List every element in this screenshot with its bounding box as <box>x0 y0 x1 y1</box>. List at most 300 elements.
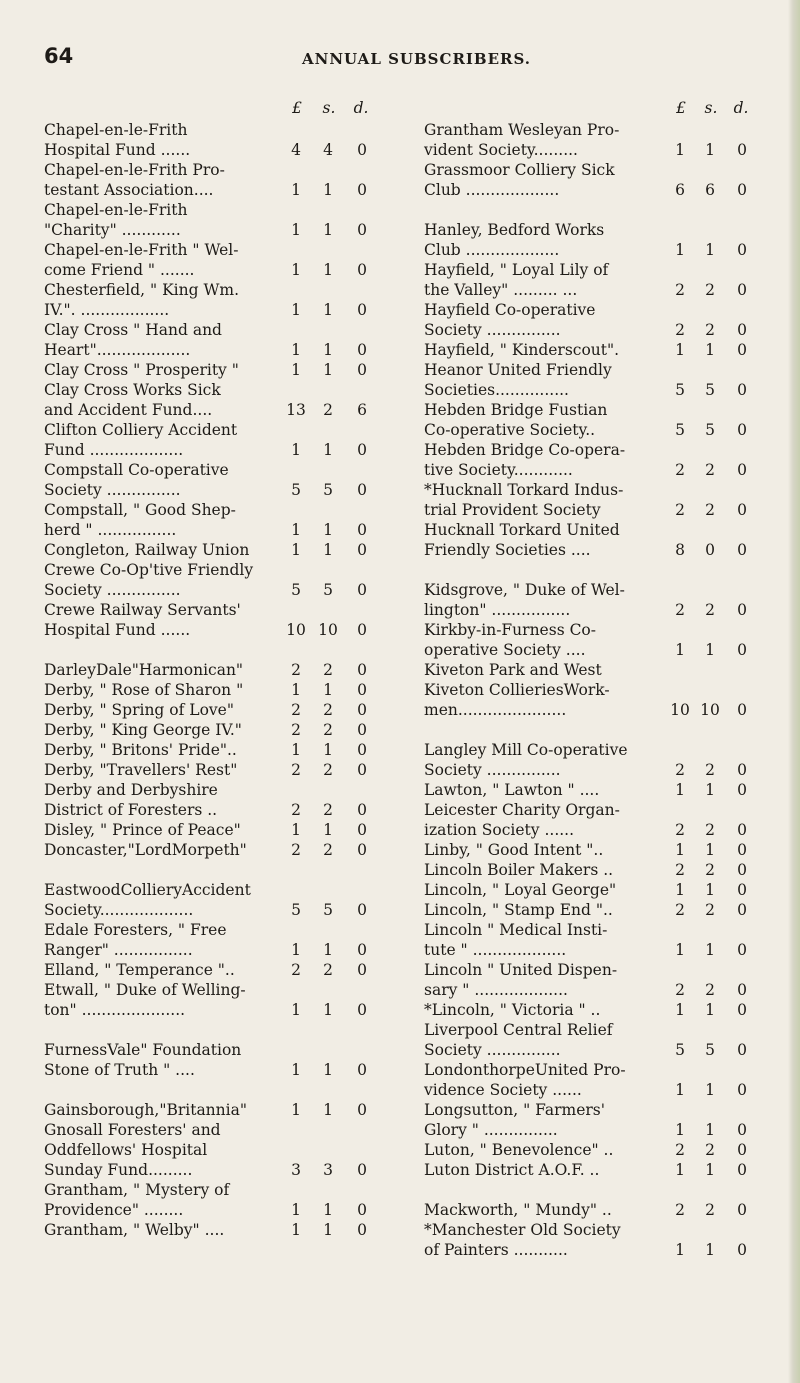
subscriber-name-line: Chesterfield, " King Wm. <box>44 281 240 299</box>
page-edge <box>788 0 800 1383</box>
shillings-amount: 2 <box>323 661 333 679</box>
pounds-amount: 2 <box>675 601 685 619</box>
subscriber-entry <box>44 840 394 860</box>
subscriber-name-line: Leicester Charity Organ- <box>424 801 620 819</box>
pence-amount: 0 <box>737 941 747 959</box>
subscriber-entry <box>424 520 774 560</box>
subscriber-entry <box>424 260 774 300</box>
shillings-amount: 2 <box>705 601 715 619</box>
shillings-amount: 1 <box>323 341 333 359</box>
pounds-amount: 1 <box>291 1201 301 1219</box>
pence-amount: 0 <box>357 1061 367 1079</box>
pounds-amount: 6 <box>675 181 685 199</box>
subscriber-name-line: IV.". .................. <box>44 301 170 319</box>
shillings-amount: 1 <box>705 141 715 159</box>
subscriber-name-line: the Valley" ......... ... <box>424 281 578 299</box>
pence-amount: 0 <box>357 801 367 819</box>
subscriber-name-line: Hayfield, " Kinderscout". <box>424 341 620 359</box>
pence-amount: 0 <box>357 701 367 719</box>
subscriber-name-line: tive Society............ <box>424 461 573 479</box>
pence-amount: 0 <box>357 541 367 559</box>
pence-amount: 0 <box>357 141 367 159</box>
pounds-amount: 2 <box>675 901 685 919</box>
pounds-amount: 1 <box>291 221 301 239</box>
subscriber-entry <box>424 120 774 160</box>
subscriber-name-line: FurnessVale" Foundation <box>44 1041 242 1059</box>
pounds-amount: 1 <box>675 141 685 159</box>
subscriber-entry <box>44 240 394 280</box>
subscriber-name-line: Hayfield Co-operative <box>424 301 596 319</box>
subscriber-entry <box>44 920 394 960</box>
pounds-amount: 5 <box>291 581 301 599</box>
pounds-amount: 1 <box>675 1121 685 1139</box>
pence-amount: 0 <box>357 521 367 539</box>
pounds-amount: 1 <box>675 1241 685 1259</box>
pounds-amount: 2 <box>291 701 301 719</box>
subscriber-name-line: Chapel-en-le-Frith " Wel- <box>44 241 239 259</box>
subscriber-entry <box>44 360 394 380</box>
subscriber-entry <box>44 1180 394 1220</box>
pounds-amount: 2 <box>675 981 685 999</box>
subscriber-entry <box>44 780 394 820</box>
pounds-amount: 5 <box>675 421 685 439</box>
pounds-amount: 13 <box>286 401 306 419</box>
subscriber-entry <box>424 960 774 1000</box>
shillings-amount: 1 <box>705 881 715 899</box>
subscriber-entry <box>424 920 774 960</box>
subscriber-entry <box>44 540 394 560</box>
subscriber-name-line: Co-operative Society.. <box>424 421 596 439</box>
pounds-amount: 2 <box>675 861 685 879</box>
pence-amount: 0 <box>357 661 367 679</box>
subscriber-name-line: DarleyDale"Harmonican" <box>44 661 244 679</box>
shillings-amount: 1 <box>323 1221 333 1239</box>
shillings-amount: 1 <box>323 741 333 759</box>
pence-amount: 0 <box>357 1221 367 1239</box>
pence-amount: 0 <box>357 761 367 779</box>
pounds-amount: 1 <box>291 361 301 379</box>
section-gap <box>424 560 774 580</box>
pounds-amount: 2 <box>291 661 301 679</box>
subscriber-entry <box>424 1020 774 1060</box>
subscriber-name-line: Derby, " King George IV." <box>44 721 242 739</box>
pounds-amount: 2 <box>675 461 685 479</box>
subscriber-name-line: Lincoln " Medical Insti- <box>424 921 608 939</box>
subscriber-name-line: *Hucknall Torkard Indus- <box>424 481 624 499</box>
pounds-amount: 1 <box>675 941 685 959</box>
subscriber-entry <box>424 1220 774 1260</box>
subscriber-name-line: Kiveton Park and West <box>424 661 602 679</box>
subscriber-name-line: Society................... <box>44 901 194 919</box>
pounds-header: £ <box>292 99 302 117</box>
subscriber-name-line: *Lincoln, " Victoria " .. <box>424 1001 601 1019</box>
shillings-amount: 2 <box>705 281 715 299</box>
subscriber-name-line: Society ............... <box>424 761 561 779</box>
pence-amount: 0 <box>357 1001 367 1019</box>
pence-amount: 0 <box>357 441 367 459</box>
section-gap <box>44 640 394 660</box>
subscriber-name-line: Providence" ........ <box>44 1201 184 1219</box>
pounds-amount: 2 <box>675 1201 685 1219</box>
shillings-amount: 1 <box>705 941 715 959</box>
pence-amount: 0 <box>737 701 747 719</box>
subscriber-entry <box>44 880 394 920</box>
subscriber-entry <box>44 160 394 200</box>
shillings-amount: 1 <box>323 441 333 459</box>
currency-header <box>424 98 774 120</box>
pounds-amount: 1 <box>291 741 301 759</box>
subscriber-entry <box>424 1100 774 1140</box>
subscriber-name-line: Society ............... <box>424 1041 561 1059</box>
shillings-amount: 3 <box>323 1161 333 1179</box>
pence-amount: 0 <box>357 941 367 959</box>
subscriber-name-line: Derby, " Britons' Pride".. <box>44 741 237 759</box>
pounds-amount: 2 <box>675 281 685 299</box>
pence-amount: 0 <box>357 581 367 599</box>
pence-amount: 0 <box>737 881 747 899</box>
pounds-amount: 5 <box>675 381 685 399</box>
running-head: ANNUAL SUBSCRIBERS. <box>302 50 532 68</box>
pounds-amount: 1 <box>675 1081 685 1099</box>
shillings-amount: 2 <box>705 501 715 519</box>
pence-amount: 0 <box>737 501 747 519</box>
subscriber-entry <box>424 1200 774 1220</box>
pounds-amount: 1 <box>291 521 301 539</box>
subscriber-name-line: Club ................... <box>424 241 560 259</box>
subscriber-entry <box>44 560 394 600</box>
subscriber-name-line: Lincoln, " Loyal George" <box>424 881 617 899</box>
subscriber-name-line: Hospital Fund ...... <box>44 621 191 639</box>
section-gap <box>424 200 774 220</box>
pence-amount: 0 <box>737 1161 747 1179</box>
shillings-amount: 1 <box>323 221 333 239</box>
pounds-amount: 2 <box>291 841 301 859</box>
shillings-amount: 1 <box>323 1201 333 1219</box>
pounds-amount: 2 <box>675 821 685 839</box>
subscriber-name-line: Longsutton, " Farmers' <box>424 1101 605 1119</box>
subscriber-name-line: Friendly Societies .... <box>424 541 591 559</box>
pence-amount: 0 <box>357 261 367 279</box>
subscriber-name-line: Gnosall Foresters' and <box>44 1121 221 1139</box>
subscriber-name-line: Crewe Co-Op'tive Friendly <box>44 561 254 579</box>
subscriber-name-line: Disley, " Prince of Peace" <box>44 821 241 839</box>
shillings-amount: 2 <box>323 841 333 859</box>
subscriber-entry <box>44 120 394 160</box>
pence-amount: 0 <box>737 821 747 839</box>
shillings-amount: 1 <box>323 821 333 839</box>
subscriber-name-line: herd " ................ <box>44 521 177 539</box>
shillings-amount: 1 <box>705 1121 715 1139</box>
subscriber-name-line: Hebden Bridge Fustian <box>424 401 608 419</box>
subscriber-name-line: Luton, " Benevolence" .. <box>424 1141 614 1159</box>
subscriber-name-line: Lawton, " Lawton " .... <box>424 781 600 799</box>
subscriber-name-line: Grassmoor Colliery Sick <box>424 161 615 179</box>
pence-amount: 0 <box>357 841 367 859</box>
pence-amount: 0 <box>737 381 747 399</box>
subscriber-entry <box>424 900 774 920</box>
subscriber-name-line: Ranger" ................ <box>44 941 193 959</box>
subscriber-name-line: Elland, " Temperance ".. <box>44 961 235 979</box>
shillings-amount: 5 <box>705 421 715 439</box>
pounds-amount: 2 <box>675 321 685 339</box>
pounds-amount: 1 <box>291 681 301 699</box>
subscriber-name-line: Derby, "Travellers' Rest" <box>44 761 238 779</box>
subscriber-name-line: Linby, " Good Intent ".. <box>424 841 604 859</box>
subscriber-entry <box>44 680 394 700</box>
pounds-amount: 1 <box>675 881 685 899</box>
pounds-amount: 2 <box>291 721 301 739</box>
pence-amount: 0 <box>357 721 367 739</box>
subscriber-name-line: Chapel-en-le-Frith <box>44 201 188 219</box>
pence-amount: 0 <box>357 821 367 839</box>
pounds-amount: 5 <box>675 1041 685 1059</box>
pence-header: d. <box>353 99 369 117</box>
pounds-amount: 1 <box>291 301 301 319</box>
pounds-amount: 2 <box>675 1141 685 1159</box>
subscriber-name-line: Gainsborough,"Britannia" <box>44 1101 247 1119</box>
subscriber-name-line: Grantham Wesleyan Pro- <box>424 121 620 139</box>
subscriber-name-line: Kirkby-in-Furness Co- <box>424 621 596 639</box>
pence-amount: 0 <box>357 361 367 379</box>
pence-amount: 0 <box>357 181 367 199</box>
subscriber-entry <box>44 1040 394 1080</box>
pence-amount: 0 <box>737 641 747 659</box>
pounds-amount: 1 <box>675 781 685 799</box>
shillings-amount: 2 <box>705 861 715 879</box>
subscriber-name-line: Langley Mill Co-operative <box>424 741 628 759</box>
pence-amount: 0 <box>737 541 747 559</box>
subscriber-name-line: men...................... <box>424 701 567 719</box>
subscriber-entry <box>44 820 394 840</box>
pence-amount: 0 <box>357 341 367 359</box>
pounds-amount: 3 <box>291 1161 301 1179</box>
pence-amount: 0 <box>737 341 747 359</box>
subscriber-entry <box>424 860 774 880</box>
shillings-amount: 1 <box>323 541 333 559</box>
shillings-amount: 2 <box>323 721 333 739</box>
subscriber-entry <box>44 600 394 640</box>
subscriber-name-line: ton" ..................... <box>44 1001 186 1019</box>
shillings-amount: 2 <box>705 1141 715 1159</box>
shillings-amount: 1 <box>323 1101 333 1119</box>
pounds-amount: 1 <box>675 641 685 659</box>
pounds-amount: 1 <box>291 261 301 279</box>
shillings-amount: 2 <box>323 401 333 419</box>
section-gap <box>424 720 774 740</box>
subscriber-name-line: Club ................... <box>424 181 560 199</box>
subscriber-name-line: sary " ................... <box>424 981 568 999</box>
subscriber-name-line: Hanley, Bedford Works <box>424 221 605 239</box>
subscriber-name-line: Heart"................... <box>44 341 191 359</box>
subscriber-name-line: Congleton, Railway Union <box>44 541 250 559</box>
subscriber-name-line: Grantham, " Mystery of <box>44 1181 230 1199</box>
subscriber-name-line: Sunday Fund......... <box>44 1161 193 1179</box>
pence-amount: 0 <box>357 1101 367 1119</box>
pence-amount: 6 <box>357 401 367 419</box>
subscriber-entry <box>424 840 774 860</box>
subscriber-name-line: Mackworth, " Mundy" .. <box>424 1201 612 1219</box>
pence-amount: 0 <box>737 781 747 799</box>
subscriber-name-line: Luton District A.O.F. .. <box>424 1161 600 1179</box>
subscriber-entry <box>44 1120 394 1180</box>
subscriber-entry <box>424 360 774 400</box>
pence-amount: 0 <box>357 1161 367 1179</box>
pounds-amount: 1 <box>291 1101 301 1119</box>
subscriber-name-line: District of Foresters .. <box>44 801 218 819</box>
subscriber-entry <box>424 1160 774 1180</box>
pounds-amount: 2 <box>291 801 301 819</box>
subscriber-name-line: Clifton Colliery Accident <box>44 421 238 439</box>
pounds-amount: 1 <box>675 841 685 859</box>
pounds-header: £ <box>676 99 686 117</box>
pounds-amount: 4 <box>291 141 301 159</box>
pence-amount: 0 <box>737 141 747 159</box>
subscriber-name-line: vident Society......... <box>424 141 578 159</box>
pence-amount: 0 <box>357 301 367 319</box>
subscriber-entry <box>424 660 774 720</box>
pence-amount: 0 <box>737 981 747 999</box>
shillings-amount: 6 <box>705 181 715 199</box>
shillings-amount: 1 <box>705 341 715 359</box>
subscriber-name-line: Society ............... <box>44 481 181 499</box>
pence-amount: 0 <box>737 761 747 779</box>
shillings-amount: 2 <box>705 821 715 839</box>
subscriber-entry <box>44 1220 394 1240</box>
shillings-amount: 1 <box>705 781 715 799</box>
subscriber-entry <box>424 620 774 660</box>
section-gap <box>44 1020 394 1040</box>
subscriber-name-line: Grantham, " Welby" .... <box>44 1221 225 1239</box>
subscriber-entry <box>424 780 774 800</box>
shillings-amount: 1 <box>323 181 333 199</box>
subscriber-entry <box>424 440 774 480</box>
pounds-amount: 8 <box>675 541 685 559</box>
subscriber-name-line: Hucknall Torkard United <box>424 521 620 539</box>
subscriber-name-line: Doncaster,"LordMorpeth" <box>44 841 247 859</box>
pounds-amount: 10 <box>286 621 306 639</box>
pence-amount: 0 <box>357 481 367 499</box>
shillings-amount: 1 <box>323 361 333 379</box>
subscriber-name-line: Clay Cross " Prosperity " <box>44 361 239 379</box>
subscriber-name-line: Lincoln, " Stamp End ".. <box>424 901 613 919</box>
subscriber-entry <box>424 1060 774 1100</box>
subscriber-name-line: Societies............... <box>424 381 569 399</box>
subscriber-name-line: vidence Society ...... <box>424 1081 582 1099</box>
shillings-amount: 2 <box>323 801 333 819</box>
pence-amount: 0 <box>737 1201 747 1219</box>
subscriber-entry <box>424 1000 774 1020</box>
shillings-amount: 1 <box>705 1241 715 1259</box>
shillings-amount: 5 <box>323 481 333 499</box>
subscriber-name-line: Glory " ............... <box>424 1121 558 1139</box>
pounds-amount: 1 <box>291 821 301 839</box>
subscriber-name-line: Chapel-en-le-Frith <box>44 121 188 139</box>
subscriber-entry <box>44 460 394 500</box>
subscriber-entry <box>44 380 394 420</box>
subscriber-name-line: Compstall, " Good Shep- <box>44 501 236 519</box>
pence-amount: 0 <box>357 741 367 759</box>
left-column <box>44 98 394 1240</box>
subscriber-entry <box>424 880 774 900</box>
subscriber-entry <box>44 500 394 540</box>
pence-amount: 0 <box>737 1141 747 1159</box>
shillings-amount: 2 <box>323 701 333 719</box>
pence-amount: 0 <box>737 181 747 199</box>
subscriber-entry <box>44 740 394 760</box>
pence-amount: 0 <box>737 1121 747 1139</box>
subscriber-name-line: Hayfield, " Loyal Lily of <box>424 261 609 279</box>
pence-amount: 0 <box>737 601 747 619</box>
shillings-amount: 2 <box>323 761 333 779</box>
page-number: 64 <box>44 44 74 68</box>
shillings-amount: 1 <box>705 641 715 659</box>
pence-amount: 0 <box>357 961 367 979</box>
section-gap <box>44 860 394 880</box>
subscriber-entry <box>424 160 774 200</box>
subscriber-entry <box>424 580 774 620</box>
shillings-amount: 5 <box>705 1041 715 1059</box>
pounds-amount: 1 <box>291 941 301 959</box>
pence-amount: 0 <box>737 841 747 859</box>
shillings-amount: 1 <box>323 941 333 959</box>
subscriber-entry <box>44 700 394 720</box>
pounds-amount: 10 <box>670 701 690 719</box>
shillings-header: s. <box>322 99 336 117</box>
subscriber-name-line: Crewe Railway Servants' <box>44 601 241 619</box>
shillings-amount: 2 <box>705 461 715 479</box>
subscriber-entry <box>44 760 394 780</box>
pounds-amount: 1 <box>675 1001 685 1019</box>
subscriber-entry <box>424 340 774 360</box>
pence-amount: 0 <box>357 1201 367 1219</box>
subscriber-name-line: trial Provident Society <box>424 501 601 519</box>
shillings-amount: 1 <box>323 681 333 699</box>
pence-amount: 0 <box>737 901 747 919</box>
shillings-amount: 10 <box>318 621 338 639</box>
pounds-amount: 1 <box>675 341 685 359</box>
right-column <box>424 98 774 1260</box>
shillings-amount: 1 <box>705 841 715 859</box>
subscriber-name-line: testant Association.... <box>44 181 214 199</box>
pence-amount: 0 <box>737 321 747 339</box>
subscriber-name-line: Compstall Co-operative <box>44 461 229 479</box>
pence-amount: 0 <box>737 421 747 439</box>
shillings-amount: 1 <box>705 1161 715 1179</box>
shillings-amount: 1 <box>323 261 333 279</box>
pence-amount: 0 <box>357 681 367 699</box>
subscriber-name-line: Lincoln Boiler Makers .. <box>424 861 614 879</box>
subscriber-entry <box>424 480 774 520</box>
subscriber-name-line: Kidsgrove, " Duke of Wel- <box>424 581 625 599</box>
shillings-amount: 1 <box>323 521 333 539</box>
shillings-amount: 1 <box>323 1061 333 1079</box>
subscriber-name-line: Derby and Derbyshire <box>44 781 218 799</box>
pounds-amount: 1 <box>291 1061 301 1079</box>
shillings-amount: 5 <box>323 901 333 919</box>
subscriber-name-line: and Accident Fund.... <box>44 401 213 419</box>
pence-amount: 0 <box>737 1001 747 1019</box>
pounds-amount: 2 <box>291 761 301 779</box>
subscriber-name-line: Kiveton CollieriesWork- <box>424 681 610 699</box>
subscriber-name-line: Clay Cross Works Sick <box>44 381 221 399</box>
subscriber-entry <box>44 420 394 460</box>
page-header <box>0 44 800 84</box>
subscriber-entry <box>44 980 394 1020</box>
shillings-amount: 2 <box>323 961 333 979</box>
subscriber-name-line: LondonthorpeUnited Pro- <box>424 1061 626 1079</box>
pence-amount: 0 <box>737 241 747 259</box>
pence-amount: 0 <box>357 901 367 919</box>
